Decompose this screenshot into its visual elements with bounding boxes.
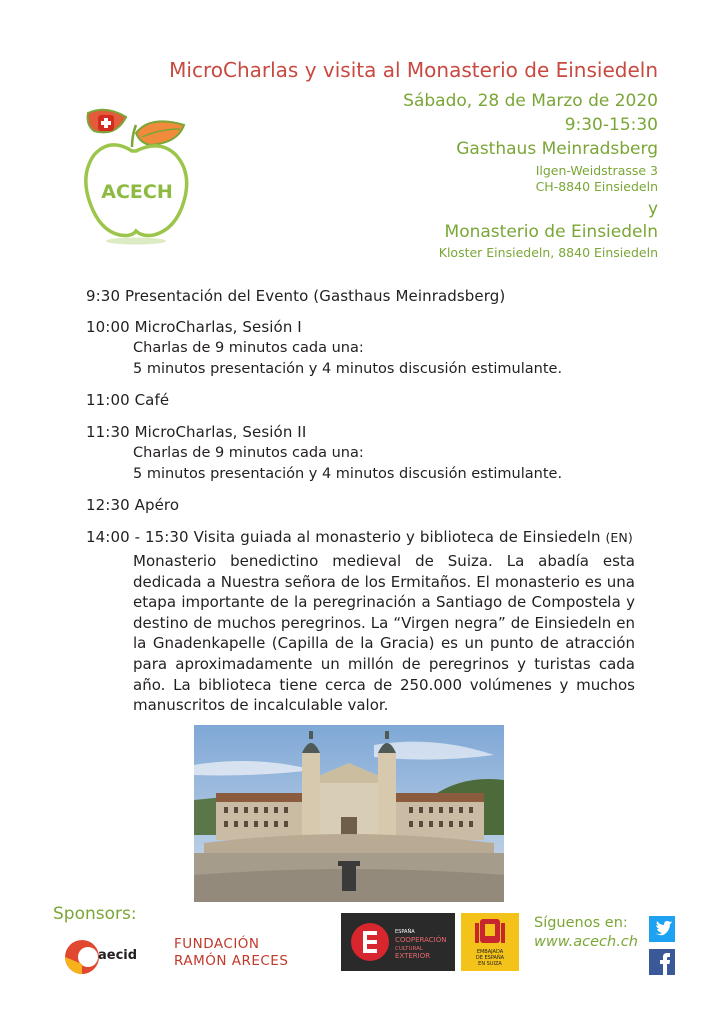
svg-text:COOPERACIÓN: COOPERACIÓN bbox=[395, 936, 447, 944]
venue-2-name: Monasterio de Einsiedeln bbox=[444, 222, 658, 242]
venue-1-street: Ilgen-Weidstrasse 3 bbox=[535, 163, 658, 178]
logo-text: ACECH bbox=[101, 181, 173, 203]
svg-text:CULTURAL: CULTURAL bbox=[395, 946, 423, 952]
program-item-3: 11:00 Café bbox=[86, 391, 170, 409]
acech-logo bbox=[80, 103, 198, 247]
program-item-4-line1: Charlas de 9 minutos cada una: bbox=[133, 445, 364, 461]
embajada-logo bbox=[461, 913, 519, 971]
page-title: MicroCharlas y visita al Monasterio de Einsiedeln bbox=[169, 58, 658, 82]
program-item-4-line2: 5 minutos presentación y 4 minutos discusión estimulante. bbox=[133, 466, 563, 482]
sponsors-label: Sponsors: bbox=[53, 904, 137, 924]
fundacion-line1: FUNDACIÓN bbox=[174, 936, 260, 952]
cooperacion-logo bbox=[341, 913, 455, 971]
program-item-6 bbox=[86, 528, 666, 546]
svg-text:EXTERIOR: EXTERIOR bbox=[395, 952, 431, 960]
facebook-icon[interactable] bbox=[649, 949, 675, 975]
website-link[interactable]: www.acech.ch bbox=[534, 934, 638, 950]
fundacion-line2: RAMÓN ARECES bbox=[174, 953, 289, 969]
event-date: Sábado, 28 de Marzo de 2020 bbox=[403, 91, 658, 111]
program-item-2-line1: Charlas de 9 minutos cada una: bbox=[133, 340, 364, 356]
program-item-6-title: 14:00 - 15:30 Visita guiada al monasterio y biblioteca de Einsiedeln bbox=[86, 528, 601, 546]
venue-1-name: Gasthaus Meinradsberg bbox=[456, 139, 658, 159]
venue-2-address: Kloster Einsiedeln, 8840 Einsiedeln bbox=[438, 245, 658, 260]
program-item-5: 12:30 Apéro bbox=[86, 496, 180, 514]
twitter-icon[interactable] bbox=[649, 916, 675, 942]
svg-text:DE ESPAÑA: DE ESPAÑA bbox=[475, 955, 505, 961]
svg-text:ESPAÑA: ESPAÑA bbox=[395, 929, 415, 935]
venue-1-city: CH-8840 Einsiedeln bbox=[535, 179, 658, 194]
program-item-2-line2: 5 minutos presentación y 4 minutos discusión estimulante. bbox=[133, 361, 563, 377]
follow-us-label: Síguenos en: bbox=[534, 915, 628, 931]
swiss-flag-icon bbox=[98, 115, 114, 131]
venue-conjunction: y bbox=[647, 199, 658, 219]
svg-text:EMBAJADA: EMBAJADA bbox=[476, 949, 504, 955]
program-item-6-lang: (EN) bbox=[605, 530, 633, 545]
svg-text:EN SUIZA: EN SUIZA bbox=[478, 961, 502, 967]
program-item-4: 11:30 MicroCharlas, Sesión II bbox=[86, 423, 307, 441]
monastery-description: Monasterio benedictino medieval de Suiza. La abadía esta dedicada a Nuestra señora de los Ermitaños. El monasterio es una etapa importante de la peregrinación a Santiago de Compostela y destino de muchos peregrinos. La “Virgen negra” de Einsiedeln en la Gnadenkapelle (Capilla de la Gracia) es un punto de atracción para aproximadamente un millón de peregrinos y turistas cada año. La biblioteca tiene cerca de 250.000 volúmenes y muchos manuscritos de incalculable valor. bbox=[133, 552, 635, 715]
program-item-1: 9:30 Presentación del Evento (Gasthaus Meinradsberg) bbox=[86, 287, 506, 305]
event-time: 9:30-15:30 bbox=[564, 115, 658, 135]
monastery-photo bbox=[194, 725, 504, 902]
aecid-text: aecid bbox=[98, 948, 138, 963]
program-item-2: 10:00 MicroCharlas, Sesión I bbox=[86, 318, 302, 336]
